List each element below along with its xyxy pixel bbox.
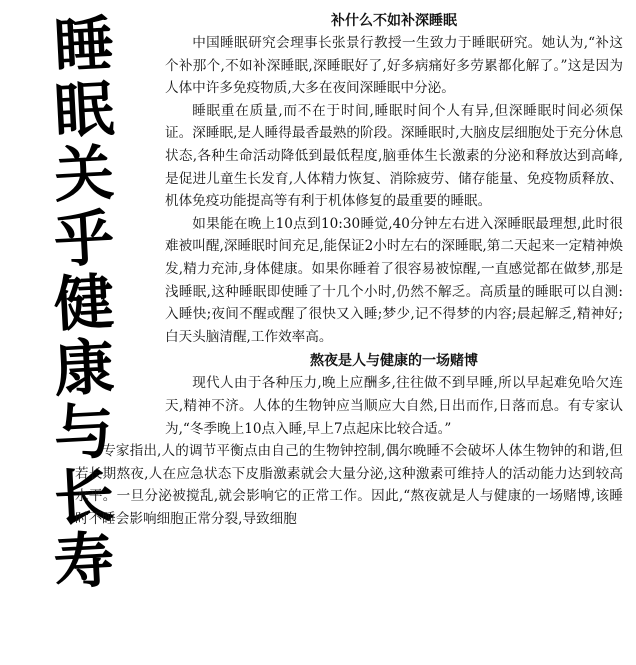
title-char: 长: [52, 460, 116, 535]
title-char: 与: [52, 396, 116, 470]
paragraph: 专家指出,人的调节平衡点由自己的生物钟控制,偶尔晚睡不会破坏人体生物钟的和谐,但若长期熬夜,人在应急状态下皮脂激素就会大量分泌,这种激素可维持人的活动能力达到较高水平。一旦分泌被搅乱,就会影响它的正常工作。因此,“熬夜就是人与健康的一场赌博,该睡时不睡会影响细胞正常分裂,导致细胞: [75, 443, 623, 527]
title-char: 眠: [52, 73, 116, 148]
article-body: [75, 10, 623, 530]
title-char: 睡: [52, 9, 116, 83]
title-char: 乎: [52, 202, 116, 277]
paragraph: 如果能在晚上10点到10:30睡觉,40分钟左右进入深睡眠最理想,此时很难被叫醒,深睡眠时间充足,能保证2小时左右的深睡眠,第二天起来一定精神焕发,精力充沛,身体健康。如果你睡着了很容易被惊醒,一直感觉都在做梦,那是浅睡眠,这种睡眠即使睡了十几个小时,仍然不解乏。高质量的睡眠可以自测:入睡快;夜间不醒或醒了很快又入睡;梦少,记不得梦的内容;晨起解乏,精神好;白天头脑清醒,工作效率高。: [165, 215, 623, 345]
paragraph: 睡眠重在质量,而不在于时间,睡眠时间个人有异,但深睡眠时间必须保证。深睡眠,是人睡得最香最熟的阶段。深睡眠时,大脑皮层细胞处于充分休息状态,各种生命活动降低到最低程度,脑垂体生长激素的分泌和释放达到高峰,是促进儿童生长发育,人体精力恢复、消除疲劳、储存能量、免疫物质释放、机体免疫功能提高等有利于机体修复的最重要的睡眠。: [165, 102, 623, 210]
section-heading: 熬夜是人与健康的一场赌博: [310, 353, 478, 370]
title-char: 关: [52, 138, 116, 212]
title-char: 寿: [52, 525, 116, 599]
title-char: 健: [52, 267, 116, 341]
title-char: 康: [52, 331, 116, 406]
section-heading: 补什么不如补深睡眠: [331, 13, 457, 29]
paragraph: 现代人由于各种压力,晚上应酬多,往往做不到早睡,所以早起难免哈欠连天,精神不济。人体的生物钟应当顺应大自然,日出而作,日落而息。有专家认为,“冬季晚上10点入睡,早上7点起床比较合适。”: [165, 375, 623, 437]
paragraph: 中国睡眠研究会理事长张景行教授一生致力于睡眠研究。她认为,“补这个补那个,不如补深睡眠,深睡眠好了,好多病痛好多劳累都化解了。”这是因为人体中许多免疫物质,大多在夜间深睡眠中分泌。: [165, 35, 623, 97]
